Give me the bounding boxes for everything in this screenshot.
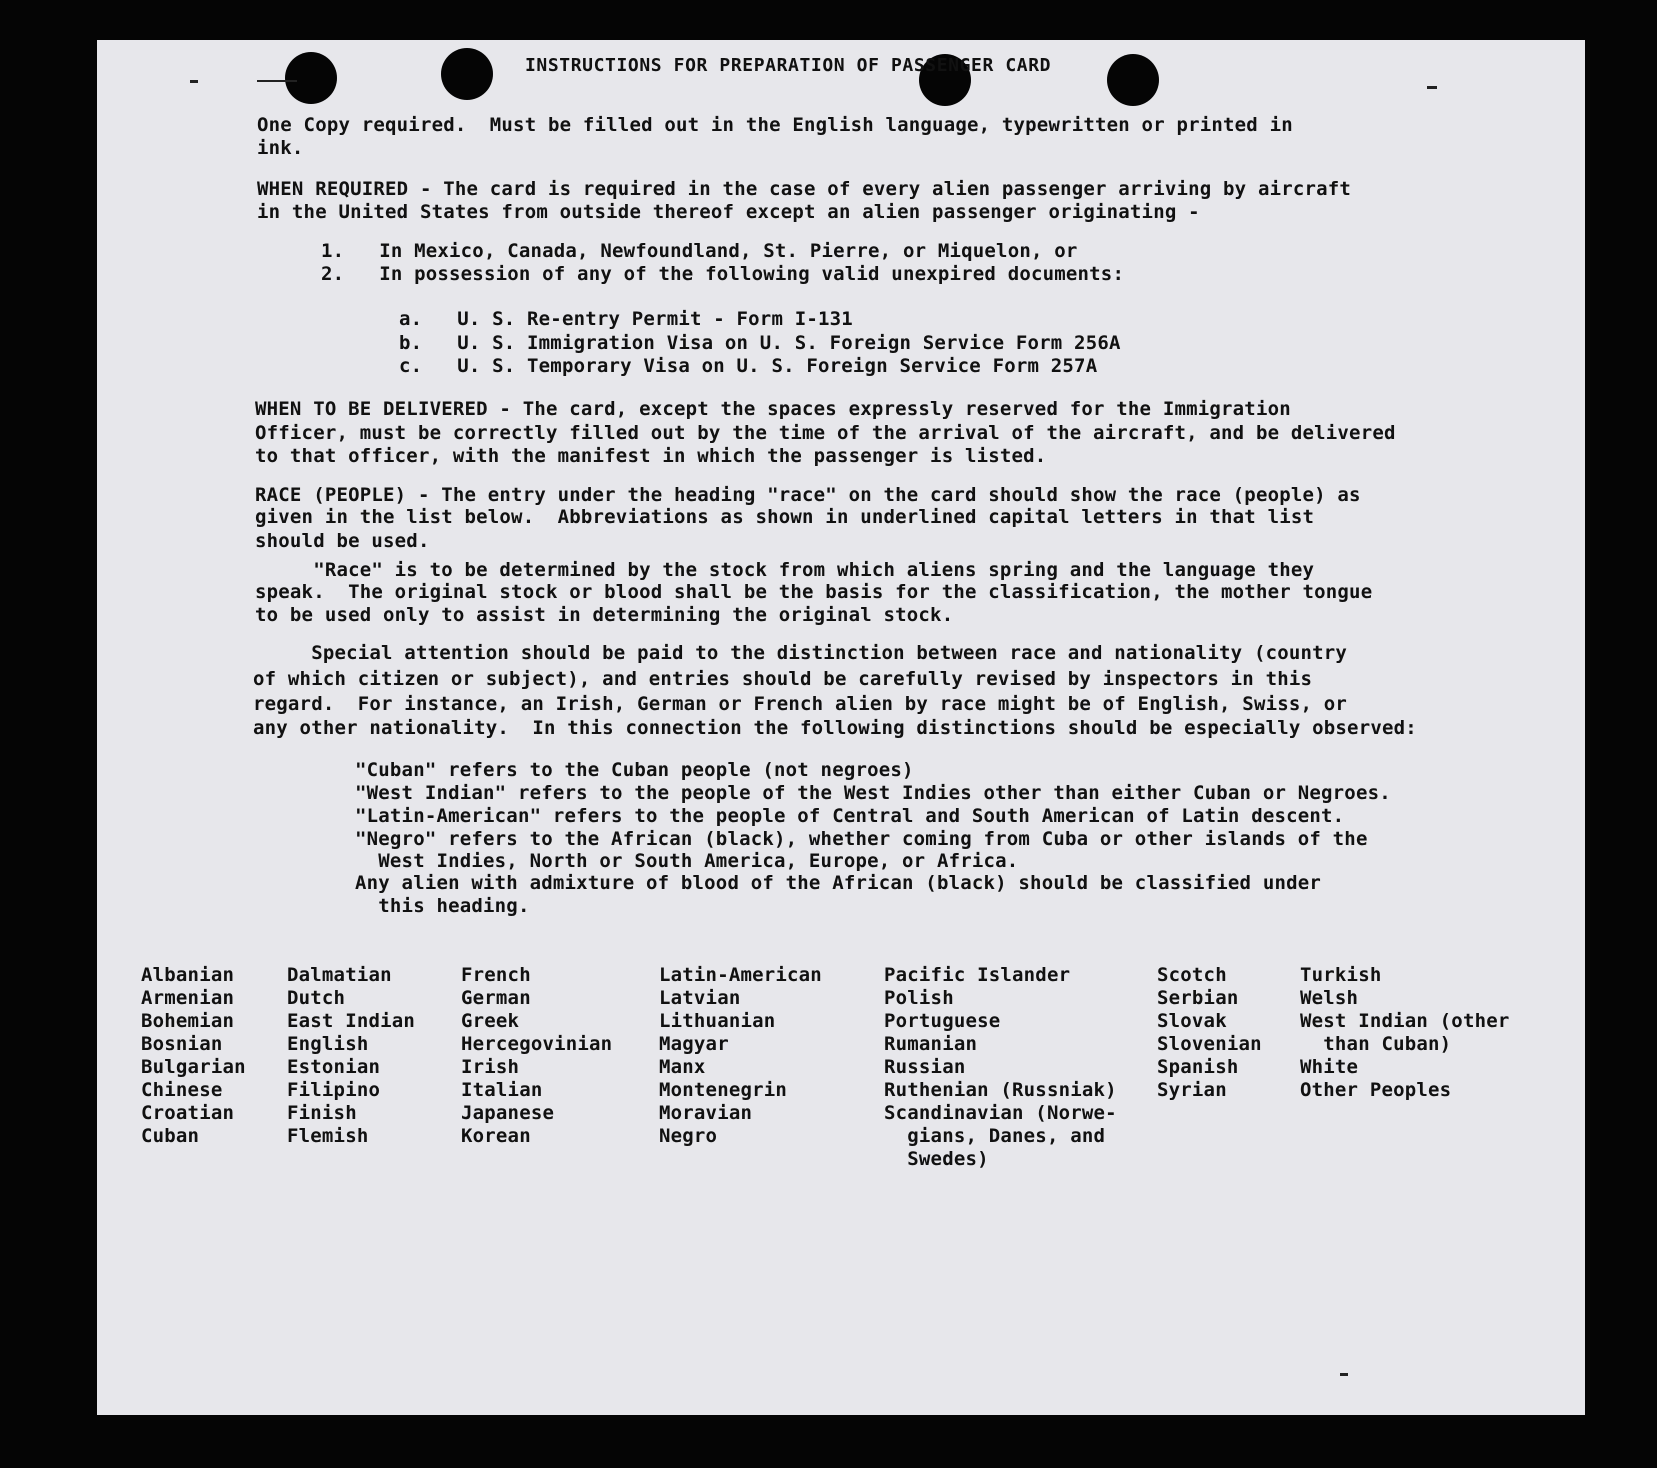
race-entry: Slovenian (1157, 1033, 1262, 1055)
distinction-line: "Negro" refers to the African (black), whether coming from Cuba or other islands of the (355, 828, 1368, 850)
when-delivered-line: to that officer, with the manifest in which the passenger is listed. (255, 445, 1047, 467)
punch-hole (1107, 54, 1159, 106)
race-entry: Bosnian (141, 1033, 223, 1055)
race-entry: Finish (287, 1102, 357, 1124)
race-entry: Serbian (1157, 987, 1239, 1009)
race-entry: White (1300, 1056, 1359, 1078)
race-entry: Albanian (141, 964, 235, 986)
race-entry: Russian (884, 1056, 966, 1078)
race-entry: West Indian (other (1300, 1010, 1510, 1032)
race-entry: Flemish (287, 1125, 369, 1147)
race-entry: German (461, 987, 531, 1009)
race-entry: Filipino (287, 1079, 381, 1101)
race-entry: Slovak (1157, 1010, 1227, 1032)
race-entry: Portuguese (884, 1010, 1001, 1032)
race-entry: than Cuban) (1300, 1033, 1452, 1055)
race-entry: Negro (659, 1125, 718, 1147)
race-entry: Latvian (659, 987, 741, 1009)
document-title: INSTRUCTIONS FOR PREPARATION OF PASSENGER CARD (525, 55, 1052, 76)
race-entry: Turkish (1300, 964, 1382, 986)
race-entry: Chinese (141, 1079, 223, 1101)
race-entry: Japanese (461, 1102, 555, 1124)
when-delivered-line: WHEN TO BE DELIVERED - The card, except the spaces expressly reserved for the Immigration (255, 398, 1291, 420)
race-entry: Lithuanian (659, 1010, 776, 1032)
race-entry: Welsh (1300, 987, 1359, 1009)
race-people-line: given in the list below. Abbreviations as shown in underlined capital letters in that list (255, 506, 1315, 528)
when-required-item: 1. In Mexico, Canada, Newfoundland, St. Pierre, or Miquelon, or (321, 240, 1078, 262)
scan-speck (257, 80, 297, 82)
scan-speck (1427, 86, 1437, 89)
when-required-item: 2. In possession of any of the following valid unexpired documents: (321, 263, 1125, 285)
race-entry: Scotch (1157, 964, 1227, 986)
race-entry: Bohemian (141, 1010, 235, 1032)
race-entry: Hercegovinian (461, 1033, 613, 1055)
when-delivered-line: Officer, must be correctly filled out by the time of the arrival of the aircraft, and be delivered (255, 422, 1396, 444)
race-entry: Manx (659, 1056, 706, 1078)
race-entry: Estonian (287, 1056, 381, 1078)
race-determined-line: "Race" is to be determined by the stock from which aliens spring and the language they (255, 559, 1315, 581)
race-entry: English (287, 1033, 369, 1055)
race-entry: Croatian (141, 1102, 235, 1124)
distinction-line: West Indies, North or South America, Europe, or Africa. (355, 850, 1019, 872)
race-entry: Dalmatian (287, 964, 392, 986)
special-attention-line: any other nationality. In this connection the following distinctions should be especially observed: (253, 717, 1417, 739)
race-entry: Cuban (141, 1125, 200, 1147)
race-entry: Polish (884, 987, 954, 1009)
race-entry: Other Peoples (1300, 1079, 1452, 1101)
race-entry: Magyar (659, 1033, 729, 1055)
race-people-line: should be used. (255, 530, 430, 552)
distinction-line: "Cuban" refers to the Cuban people (not negroes) (355, 759, 914, 781)
race-entry: gians, Danes, and (884, 1125, 1106, 1147)
race-entry: Montenegrin (659, 1079, 788, 1101)
race-entry: Irish (461, 1056, 520, 1078)
race-entry: Scandinavian (Norwe- (884, 1102, 1117, 1124)
intro-line: One Copy required. Must be filled out in the English language, typewritten or printed in (257, 114, 1293, 136)
document-subitem: a. U. S. Re-entry Permit - Form I-131 (399, 308, 853, 330)
special-attention-line: regard. For instance, an Irish, German or French alien by race might be of English, Swiss, or (253, 693, 1348, 715)
race-entry: Rumanian (884, 1033, 978, 1055)
race-entry: Korean (461, 1125, 531, 1147)
race-people-line: RACE (PEOPLE) - The entry under the heading "race" on the card should show the race (people) as (255, 484, 1361, 506)
race-entry: Syrian (1157, 1079, 1227, 1101)
race-entry: Greek (461, 1010, 520, 1032)
scan-speck (1340, 1373, 1348, 1376)
race-entry: French (461, 964, 531, 986)
race-entry: Spanish (1157, 1056, 1239, 1078)
race-entry: Moravian (659, 1102, 753, 1124)
race-entry: Dutch (287, 987, 346, 1009)
race-entry: Latin-American (659, 964, 822, 986)
race-determined-line: speak. The original stock or blood shall be the basis for the classification, the mother tongue (255, 581, 1373, 603)
when-required-line: WHEN REQUIRED - The card is required in the case of every alien passenger arriving by aircraft (257, 178, 1352, 200)
punch-hole (285, 52, 337, 104)
punch-hole (441, 48, 493, 100)
special-attention-line: Special attention should be paid to the distinction between race and nationality (country (253, 642, 1348, 664)
race-entry: Armenian (141, 987, 235, 1009)
race-entry: Bulgarian (141, 1056, 246, 1078)
document-subitem: c. U. S. Temporary Visa on U. S. Foreign Service Form 257A (399, 355, 1098, 377)
special-attention-line: of which citizen or subject), and entries should be carefully revised by inspectors in this (253, 668, 1313, 690)
distinction-line: this heading. (355, 895, 530, 917)
when-required-line: in the United States from outside thereof except an alien passenger originating - (257, 201, 1200, 223)
document-subitem: b. U. S. Immigration Visa on U. S. Foreign Service Form 256A (399, 332, 1121, 354)
distinction-line: "Latin-American" refers to the people of Central and South American of Latin descent. (355, 805, 1345, 827)
distinction-line: Any alien with admixture of blood of the African (black) should be classified under (355, 872, 1322, 894)
race-entry: Pacific Islander (884, 964, 1071, 986)
document-page (97, 40, 1585, 1415)
race-determined-line: to be used only to assist in determining the original stock. (255, 604, 954, 626)
intro-line: ink. (257, 137, 304, 159)
race-entry: Ruthenian (Russniak) (884, 1079, 1117, 1101)
race-entry: Italian (461, 1079, 543, 1101)
scan-speck (190, 80, 198, 83)
race-entry: Swedes) (884, 1148, 989, 1170)
distinction-line: "West Indian" refers to the people of the West Indies other than either Cuban or Negroes. (355, 782, 1391, 804)
race-entry: East Indian (287, 1010, 416, 1032)
